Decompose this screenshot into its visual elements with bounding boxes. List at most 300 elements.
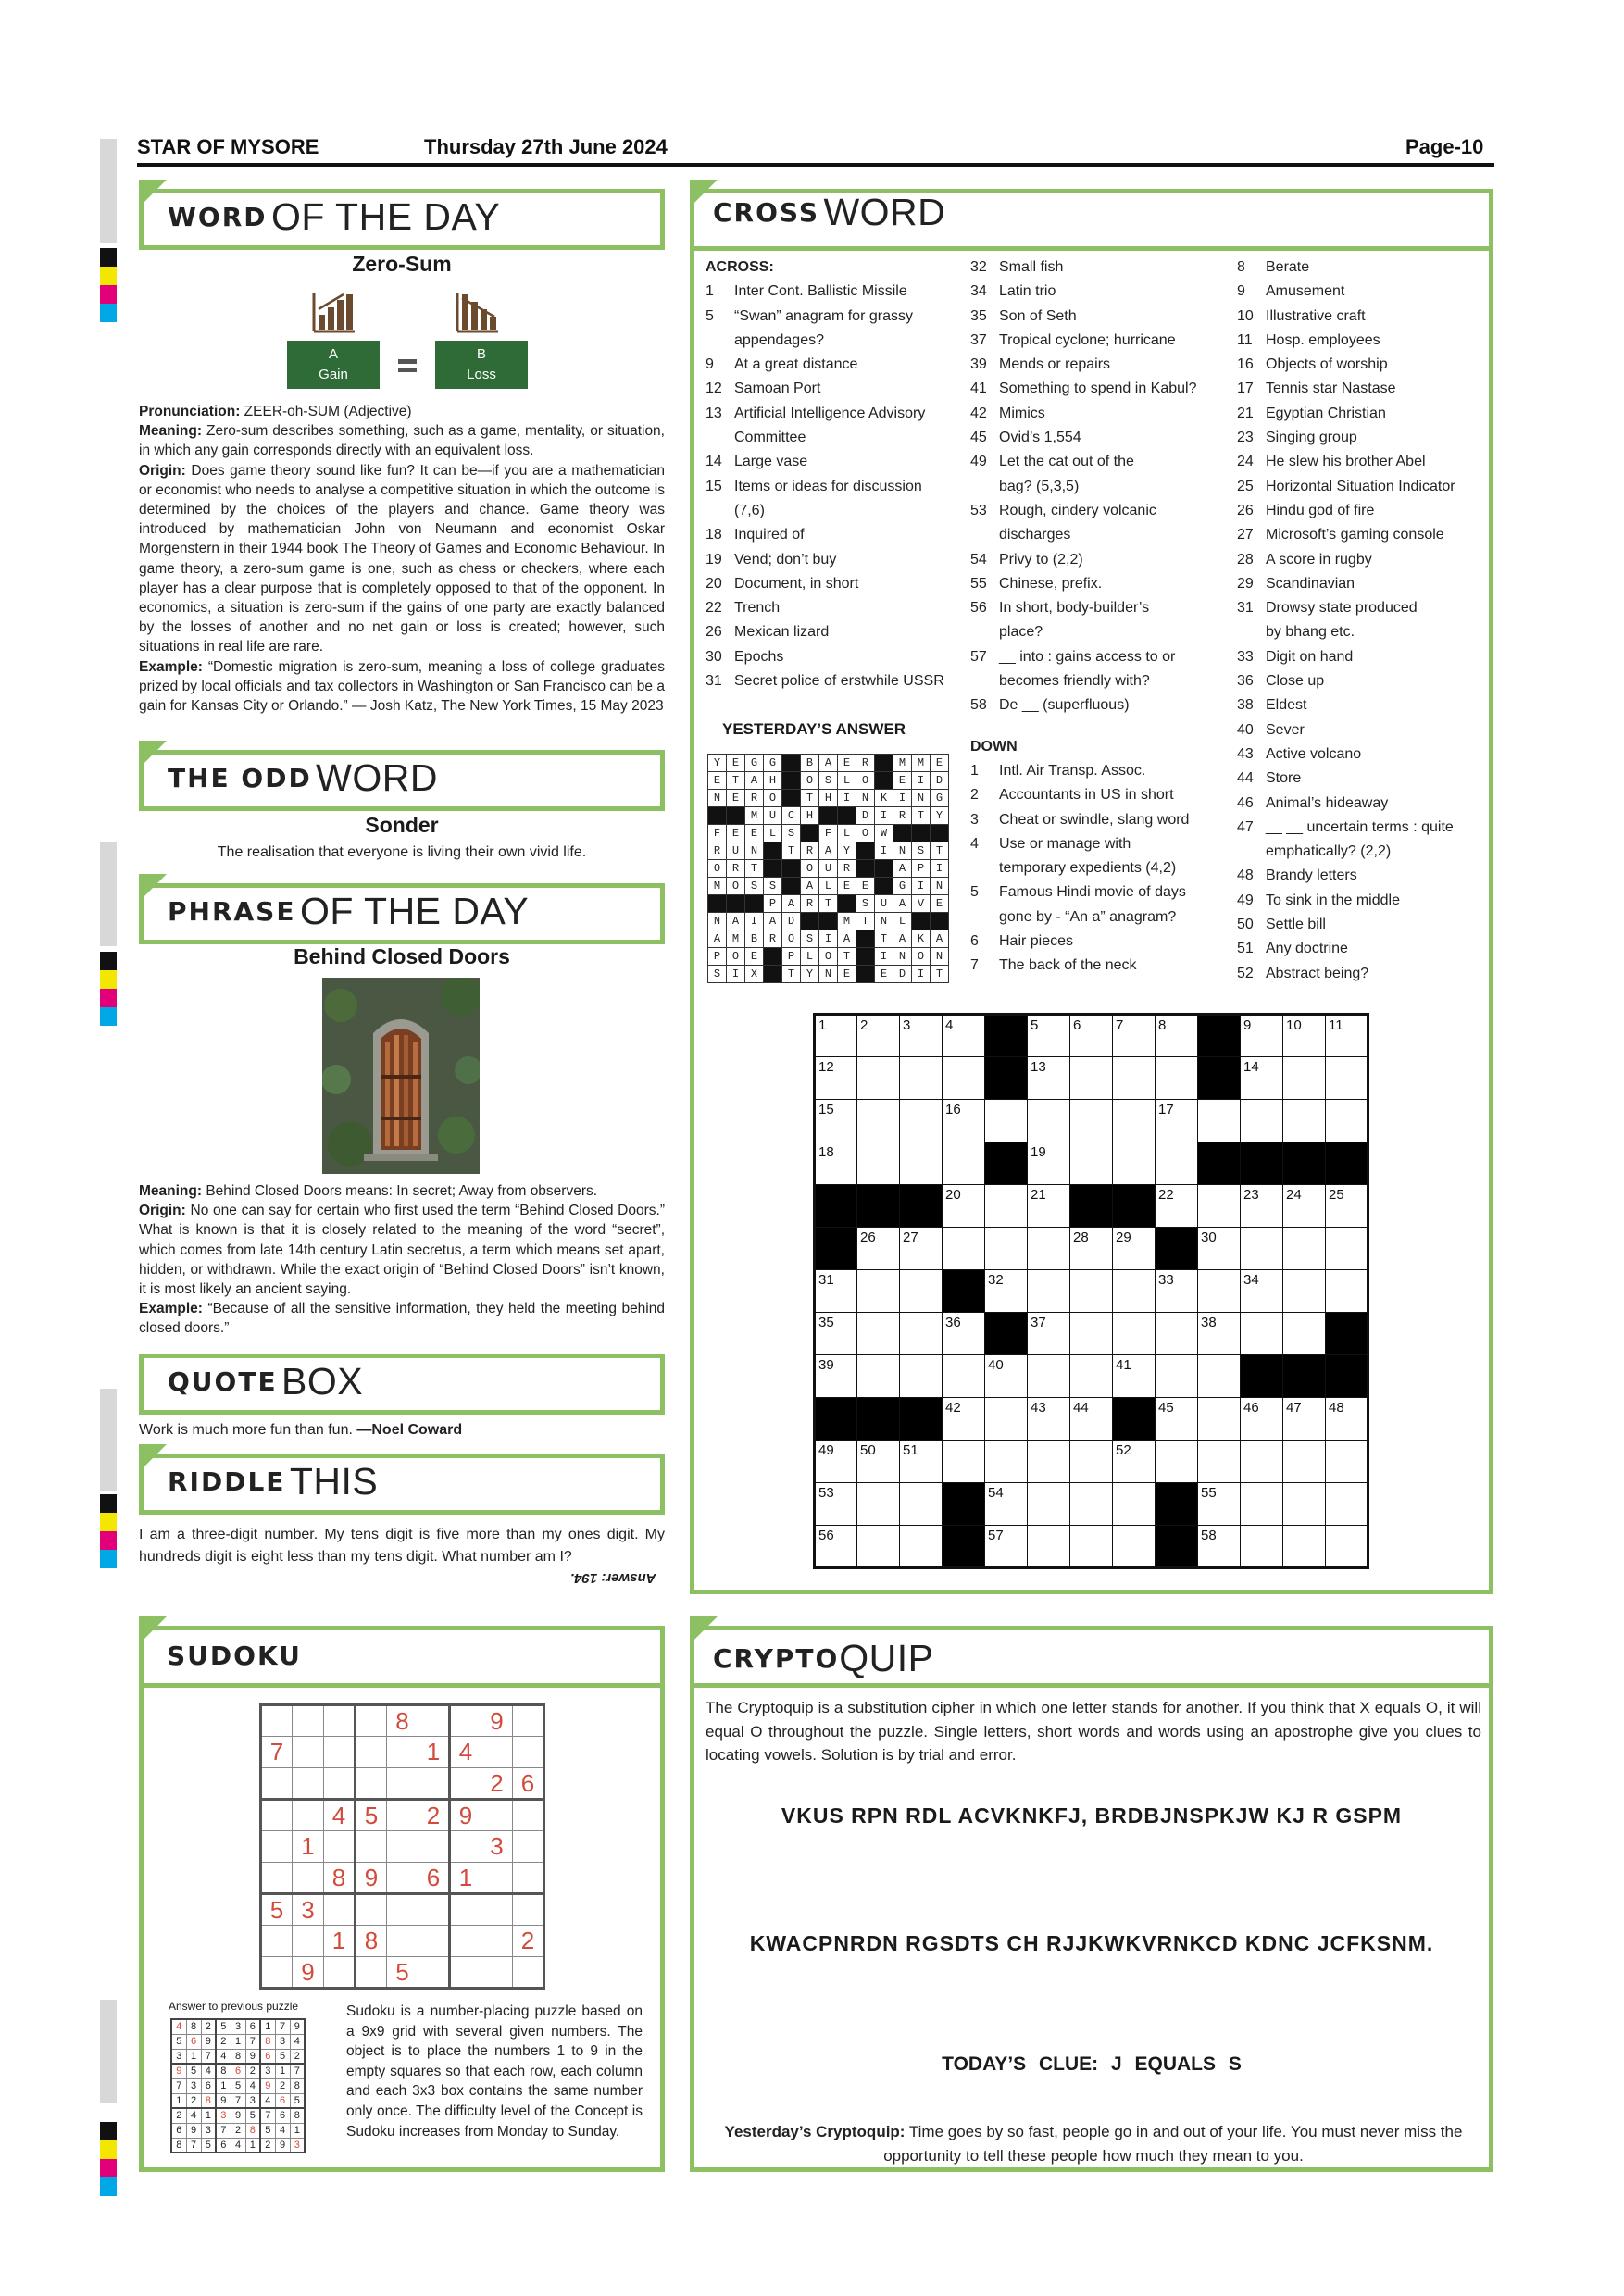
crossword-cell[interactable]: 17 [1156, 1100, 1198, 1142]
sudoku-cell[interactable] [387, 1863, 418, 1894]
crossword-cell[interactable]: 24 [1283, 1185, 1326, 1228]
sudoku-cell[interactable] [418, 1705, 450, 1737]
sudoku-cell[interactable]: 6 [513, 1768, 544, 1800]
sudoku-cell[interactable] [418, 1768, 450, 1800]
crossword-cell[interactable]: 56 [815, 1526, 857, 1568]
crossword-cell[interactable] [1241, 1313, 1283, 1355]
crossword-cell[interactable] [900, 1483, 943, 1526]
crossword-cell[interactable]: 28 [1070, 1228, 1113, 1270]
crossword-cell[interactable] [900, 1057, 943, 1100]
sudoku-cell[interactable] [261, 1768, 293, 1800]
crossword-cell[interactable] [1028, 1100, 1070, 1142]
answer-cell: E [708, 772, 727, 790]
crossword-cell[interactable]: 29 [1113, 1228, 1156, 1270]
sudoku-cell[interactable] [387, 1768, 418, 1800]
sudoku-cell[interactable]: 1 [293, 1831, 324, 1863]
sudoku-cell[interactable]: 9 [450, 1800, 481, 1831]
answer-cell: T [745, 860, 764, 878]
crossword-cell[interactable] [857, 1142, 900, 1185]
crossword-cell[interactable]: 25 [1326, 1185, 1368, 1228]
black-cell [1241, 1142, 1283, 1185]
crossword-cell[interactable] [1198, 1355, 1241, 1398]
clue-text: Any doctrine [1266, 941, 1348, 957]
prev-sudoku-cell: 7 [171, 2078, 186, 2093]
crossword-cell[interactable] [1326, 1228, 1368, 1270]
crossword-cell[interactable] [1028, 1526, 1070, 1568]
crossword-cell[interactable]: 41 [1113, 1355, 1156, 1398]
crossword-cell[interactable]: 36 [943, 1313, 985, 1355]
crossword-cell[interactable]: 32 [985, 1270, 1028, 1313]
sudoku-cell[interactable]: 5 [356, 1800, 387, 1831]
sudoku-cell[interactable] [356, 1768, 387, 1800]
sudoku-cell[interactable] [387, 1737, 418, 1768]
sudoku-cell[interactable] [261, 1926, 293, 1957]
cryptoquip-title: CRYPTOQUIP [713, 1637, 934, 1679]
clue-number [970, 620, 999, 644]
crossword-cell[interactable]: 12 [815, 1057, 857, 1100]
crossword-cell[interactable] [1283, 1100, 1326, 1142]
answer-cell: R [856, 755, 875, 772]
sudoku-cell[interactable]: 7 [261, 1737, 293, 1768]
down-clues-col3 [1237, 256, 1492, 986]
prev-sudoku-cell: 4 [216, 2049, 231, 2064]
crossword-cell[interactable] [1070, 1483, 1113, 1526]
crossword-cell[interactable] [1283, 1270, 1326, 1313]
crossword-cell[interactable]: 42 [943, 1398, 985, 1441]
crossword-cell[interactable] [1070, 1142, 1113, 1185]
crossword-cell[interactable]: 33 [1156, 1270, 1198, 1313]
sudoku-cell[interactable] [481, 1737, 513, 1768]
sudoku-cell[interactable] [513, 1705, 544, 1737]
sudoku-cell[interactable] [418, 1894, 450, 1926]
answer-cell: O [764, 790, 782, 807]
crossword-cell[interactable] [1070, 1526, 1113, 1568]
crossword-cell[interactable] [943, 1441, 985, 1483]
sudoku-cell[interactable] [387, 1831, 418, 1863]
across-clue [706, 669, 946, 693]
crossword-cell[interactable]: 35 [815, 1313, 857, 1355]
crossword-cell[interactable] [1326, 1441, 1368, 1483]
crossword-cell[interactable] [1070, 1441, 1113, 1483]
sudoku-cell[interactable] [481, 1800, 513, 1831]
sudoku-cell[interactable] [324, 1894, 356, 1926]
crossword-cell[interactable]: 3 [900, 1015, 943, 1057]
crossword-cell[interactable]: 58 [1198, 1526, 1241, 1568]
crossword-cell[interactable] [1326, 1270, 1368, 1313]
crossword-cell[interactable] [1028, 1441, 1070, 1483]
clue-number: 55 [970, 575, 987, 592]
sudoku-cell[interactable] [261, 1800, 293, 1831]
crossword-cell[interactable]: 50 [857, 1441, 900, 1483]
sudoku-grid[interactable] [259, 1703, 545, 1990]
sudoku-cell[interactable]: 1 [450, 1863, 481, 1894]
crossword-cell[interactable] [1113, 1270, 1156, 1313]
down-clue [970, 759, 1220, 783]
crossword-cell[interactable] [943, 1355, 985, 1398]
sudoku-cell[interactable] [387, 1926, 418, 1957]
clue-text: Singing group [1266, 430, 1357, 446]
crossword-cell[interactable]: 9 [1241, 1015, 1283, 1057]
page-number: Page-10 [1405, 135, 1484, 158]
crossword-cell[interactable] [900, 1526, 943, 1568]
sudoku-cell[interactable] [261, 1957, 293, 1989]
crossword-cell[interactable] [1028, 1483, 1070, 1526]
sudoku-cell[interactable]: 9 [481, 1705, 513, 1737]
sudoku-cell[interactable] [513, 1737, 544, 1768]
crossword-cell[interactable] [1198, 1185, 1241, 1228]
sudoku-cell[interactable] [513, 1894, 544, 1926]
sudoku-cell[interactable] [513, 1831, 544, 1863]
crossword-cell[interactable] [900, 1355, 943, 1398]
crossword-cell[interactable] [1028, 1355, 1070, 1398]
clue-number: 12 [706, 381, 722, 397]
answer-cell: S [801, 930, 819, 948]
answer-cell: E [727, 790, 745, 807]
crossword-cell[interactable]: 14 [1241, 1057, 1283, 1100]
crossword-cell[interactable] [1241, 1228, 1283, 1270]
sudoku-cell[interactable] [481, 1926, 513, 1957]
crossword-cell[interactable] [1283, 1313, 1326, 1355]
swatch-yellow [100, 267, 117, 285]
sudoku-cell[interactable]: 8 [324, 1863, 356, 1894]
crossword-cell[interactable] [1070, 1270, 1113, 1313]
crossword-cell[interactable]: 1 [815, 1015, 857, 1057]
prev-sudoku-cell: 1 [290, 2123, 305, 2138]
crossword-cell[interactable] [1326, 1100, 1368, 1142]
answer-cell: R [838, 860, 856, 878]
crossword-cell[interactable] [943, 1057, 985, 1100]
crossword-cell[interactable]: 57 [985, 1526, 1028, 1568]
sudoku-corner [139, 1616, 167, 1644]
crossword-cell[interactable] [1283, 1057, 1326, 1100]
crossword-cell[interactable] [1283, 1441, 1326, 1483]
crossword-cell[interactable] [1156, 1355, 1198, 1398]
crossword-cell[interactable]: 46 [1241, 1398, 1283, 1441]
crossword-cell[interactable]: 13 [1028, 1057, 1070, 1100]
sudoku-cell[interactable]: 9 [293, 1957, 324, 1989]
crossword-cell[interactable] [1113, 1057, 1156, 1100]
sudoku-cell[interactable]: 9 [356, 1863, 387, 1894]
clue-text: Animal’s hideaway [1266, 794, 1389, 811]
sudoku-cell[interactable]: 4 [324, 1800, 356, 1831]
crossword-cell[interactable]: 34 [1241, 1270, 1283, 1313]
prev-sudoku-cell: 9 [290, 2019, 305, 2034]
swatch-yellow [100, 1513, 117, 1531]
crossword-cell[interactable]: 16 [943, 1100, 985, 1142]
crossword-cell[interactable] [1028, 1270, 1070, 1313]
prev-sudoku-cell: 3 [290, 2138, 305, 2152]
sudoku-cell[interactable]: 2 [418, 1800, 450, 1831]
crossword-cell[interactable] [1156, 1313, 1198, 1355]
black-cell [943, 1483, 985, 1526]
clue-text: Let the cat out of the [999, 454, 1134, 470]
sudoku-cell[interactable] [513, 1800, 544, 1831]
sudoku-cell[interactable] [356, 1705, 387, 1737]
crossword-cell[interactable] [857, 1270, 900, 1313]
clue-number: 7 [970, 957, 979, 974]
answer-cell: Y [838, 842, 856, 860]
clue-number: 40 [1237, 721, 1254, 738]
sudoku-cell[interactable] [261, 1831, 293, 1863]
sudoku-cell[interactable]: 8 [387, 1705, 418, 1737]
loss-box: B Loss [435, 341, 528, 389]
sudoku-cell[interactable] [450, 1768, 481, 1800]
clue-number: 46 [1237, 794, 1254, 811]
crossword-cell[interactable] [1070, 1313, 1113, 1355]
crossword-cell[interactable] [1241, 1441, 1283, 1483]
black-cell [782, 772, 801, 790]
crossword-cell[interactable]: 27 [900, 1228, 943, 1270]
crossword-cell[interactable]: 30 [1198, 1228, 1241, 1270]
across-clue [970, 475, 1220, 499]
sudoku-cell[interactable] [356, 1957, 387, 1989]
answer-cell: O [727, 948, 745, 966]
crossword-cell[interactable] [1070, 1355, 1113, 1398]
crossword-cell[interactable]: 20 [943, 1185, 985, 1228]
crossword-cell[interactable]: 8 [1156, 1015, 1198, 1057]
sudoku-cell[interactable] [387, 1894, 418, 1926]
sudoku-cell[interactable]: 2 [481, 1768, 513, 1800]
sudoku-cell[interactable] [450, 1957, 481, 1989]
crossword-cell[interactable]: 7 [1113, 1015, 1156, 1057]
crossword-cell[interactable] [900, 1270, 943, 1313]
down-clue [1237, 450, 1492, 474]
crossword-cell[interactable] [1070, 1100, 1113, 1142]
clue-text: Samoan Port [734, 381, 821, 397]
sudoku-cell[interactable]: 4 [450, 1737, 481, 1768]
crossword-cell[interactable] [857, 1100, 900, 1142]
sudoku-cell[interactable] [356, 1894, 387, 1926]
clue-text: Eldest [1266, 697, 1307, 714]
crossword-cell[interactable]: 23 [1241, 1185, 1283, 1228]
black-cell [900, 1398, 943, 1441]
crossword-cell[interactable] [985, 1441, 1028, 1483]
clue-number: 52 [1237, 965, 1254, 981]
sudoku-cell[interactable] [450, 1894, 481, 1926]
crossword-cell[interactable] [1156, 1057, 1198, 1100]
crossword-cell[interactable]: 37 [1028, 1313, 1070, 1355]
crossword-cell[interactable]: 44 [1070, 1398, 1113, 1441]
crossword-cell[interactable] [1198, 1270, 1241, 1313]
black-cell [1326, 1142, 1368, 1185]
crossword-cell[interactable] [1113, 1483, 1156, 1526]
across-clue [970, 280, 1220, 304]
sudoku-cell[interactable] [293, 1737, 324, 1768]
sudoku-cell[interactable] [481, 1863, 513, 1894]
black-cell [985, 1057, 1028, 1100]
crossword-cell[interactable] [1326, 1057, 1368, 1100]
crossword-cell[interactable] [1241, 1100, 1283, 1142]
crossword-cell[interactable] [1283, 1483, 1326, 1526]
crossword-cell[interactable] [1283, 1228, 1326, 1270]
sudoku-cell[interactable] [450, 1705, 481, 1737]
across-clue [970, 620, 1220, 644]
crossword-cell[interactable] [1241, 1526, 1283, 1568]
answer-cell: U [727, 842, 745, 860]
sudoku-cell[interactable] [356, 1831, 387, 1863]
crossword-cell[interactable]: 53 [815, 1483, 857, 1526]
answer-cell: I [727, 966, 745, 983]
sudoku-cell[interactable] [513, 1957, 544, 1989]
crossword-cell[interactable] [943, 1142, 985, 1185]
crossword-cell[interactable]: 19 [1028, 1142, 1070, 1185]
clue-number: 3 [970, 811, 979, 828]
crossword-cell[interactable]: 47 [1283, 1398, 1326, 1441]
sudoku-cell[interactable]: 6 [418, 1863, 450, 1894]
sudoku-cell[interactable] [450, 1926, 481, 1957]
clue-text: Committee [734, 430, 806, 446]
crossword-cell[interactable]: 2 [857, 1015, 900, 1057]
down-clue [1237, 353, 1492, 377]
sudoku-cell[interactable]: 1 [324, 1926, 356, 1957]
crossword-cell[interactable] [900, 1313, 943, 1355]
sudoku-cell[interactable] [324, 1957, 356, 1989]
crossword-grid[interactable] [813, 1013, 1369, 1569]
answer-cell: T [856, 913, 875, 930]
answer-cell: K [912, 930, 931, 948]
crossword-cell[interactable]: 6 [1070, 1015, 1113, 1057]
crossword-cell[interactable]: 48 [1326, 1398, 1368, 1441]
crossword-cell[interactable] [1113, 1526, 1156, 1568]
black-cell [782, 790, 801, 807]
sudoku-cell[interactable] [261, 1863, 293, 1894]
crossword-cell[interactable]: 21 [1028, 1185, 1070, 1228]
crossword-cell[interactable] [1070, 1057, 1113, 1100]
crossword-cell[interactable] [985, 1228, 1028, 1270]
crossword-cell[interactable] [857, 1313, 900, 1355]
clue-text: Store [1266, 770, 1302, 787]
sudoku-cell[interactable] [481, 1894, 513, 1926]
crossword-cell[interactable] [857, 1483, 900, 1526]
sudoku-cell[interactable] [324, 1737, 356, 1768]
sudoku-cell[interactable]: 8 [356, 1926, 387, 1957]
sudoku-cell[interactable]: 3 [481, 1831, 513, 1863]
crossword-cell[interactable]: 26 [857, 1228, 900, 1270]
clue-number: 27 [1237, 527, 1254, 543]
crossword-cell[interactable]: 22 [1156, 1185, 1198, 1228]
crossword-cell[interactable] [1198, 1441, 1241, 1483]
sudoku-cell[interactable] [261, 1705, 293, 1737]
crossword-cell[interactable] [1326, 1483, 1368, 1526]
clue-text: Epochs [734, 648, 784, 665]
sudoku-cell[interactable] [450, 1831, 481, 1863]
crossword-cell[interactable] [857, 1526, 900, 1568]
black-cell [1198, 1015, 1241, 1057]
clue-text: Something to spend in Kabul? [999, 381, 1197, 397]
crossword-cell[interactable] [985, 1398, 1028, 1441]
crossword-cell[interactable]: 15 [815, 1100, 857, 1142]
sudoku-cell[interactable]: 2 [513, 1926, 544, 1957]
answer-cell: G [745, 755, 764, 772]
answer-cell: T [931, 966, 949, 983]
crossword-cell[interactable] [857, 1057, 900, 1100]
crossword-cell[interactable] [1198, 1100, 1241, 1142]
answer-cell: O [819, 948, 838, 966]
answer-cell: A [819, 842, 838, 860]
crossword-cell[interactable]: 10 [1283, 1015, 1326, 1057]
crossword-cell[interactable] [1113, 1100, 1156, 1142]
crossword-cell[interactable] [985, 1100, 1028, 1142]
crossword-cell[interactable] [1113, 1142, 1156, 1185]
swatch-magenta [100, 2159, 117, 2177]
sudoku-cell[interactable] [481, 1957, 513, 1989]
sudoku-cell[interactable]: 5 [261, 1894, 293, 1926]
crossword-cell[interactable]: 43 [1028, 1398, 1070, 1441]
answer-cell: N [708, 790, 727, 807]
sudoku-cell[interactable] [418, 1831, 450, 1863]
crossword-cell[interactable] [857, 1355, 900, 1398]
sudoku-cell[interactable] [293, 1768, 324, 1800]
crossword-cell[interactable] [1283, 1526, 1326, 1568]
crossword-cell[interactable]: 4 [943, 1015, 985, 1057]
answer-cell: Y [708, 755, 727, 772]
crossword-cell[interactable] [1326, 1526, 1368, 1568]
crossword-cell[interactable] [1198, 1398, 1241, 1441]
sudoku-cell[interactable]: 5 [387, 1957, 418, 1989]
answer-cell: O [727, 878, 745, 895]
answer-cell: A [838, 930, 856, 948]
sudoku-cell[interactable] [324, 1705, 356, 1737]
crossword-cell[interactable]: 45 [1156, 1398, 1198, 1441]
crossword-cell[interactable] [900, 1142, 943, 1185]
crossword-cell[interactable]: 11 [1326, 1015, 1368, 1057]
crossword-cell[interactable]: 40 [985, 1355, 1028, 1398]
sudoku-cell[interactable] [324, 1831, 356, 1863]
crossword-cell[interactable] [1113, 1313, 1156, 1355]
sudoku-cell[interactable] [293, 1863, 324, 1894]
crossword-cell[interactable]: 39 [815, 1355, 857, 1398]
crossword-cell[interactable]: 31 [815, 1270, 857, 1313]
clue-number: 17 [1237, 381, 1254, 397]
clue-number: 1 [970, 762, 979, 779]
crossword-cell[interactable]: 49 [815, 1441, 857, 1483]
crossword-cell[interactable]: 51 [900, 1441, 943, 1483]
clue-text: Intl. Air Transp. Assoc. [999, 762, 1146, 779]
crossword-cell[interactable] [1156, 1142, 1198, 1185]
down-clue [1237, 305, 1492, 329]
clue-text: Horizontal Situation Indicator [1266, 478, 1455, 494]
crossword-cell[interactable]: 18 [815, 1142, 857, 1185]
crossword-cell[interactable] [1028, 1228, 1070, 1270]
sudoku-cell[interactable] [293, 1800, 324, 1831]
crossword-cell[interactable]: 54 [985, 1483, 1028, 1526]
sudoku-title: SUDOKU [167, 1641, 302, 1671]
crossword-cell[interactable] [900, 1100, 943, 1142]
sudoku-cell[interactable] [324, 1768, 356, 1800]
crossword-cell[interactable]: 5 [1028, 1015, 1070, 1057]
crossword-cell[interactable] [985, 1185, 1028, 1228]
answer-cell: S [745, 878, 764, 895]
sudoku-cell[interactable] [418, 1957, 450, 1989]
swatch-cyan [100, 304, 117, 322]
sudoku-cell[interactable] [356, 1737, 387, 1768]
sudoku-cell[interactable] [293, 1926, 324, 1957]
sudoku-cell[interactable]: 1 [418, 1737, 450, 1768]
crossword-cell[interactable]: 52 [1113, 1441, 1156, 1483]
answer-cell: A [931, 930, 949, 948]
sudoku-cell[interactable]: 3 [293, 1894, 324, 1926]
sudoku-cell[interactable] [513, 1863, 544, 1894]
crossword-cell[interactable] [943, 1228, 985, 1270]
crossword-cell[interactable]: 38 [1198, 1313, 1241, 1355]
sudoku-cell[interactable] [387, 1800, 418, 1831]
crossword-cell[interactable]: 55 [1198, 1483, 1241, 1526]
sudoku-cell[interactable] [418, 1926, 450, 1957]
crossword-cell[interactable] [1156, 1441, 1198, 1483]
crossword-cell[interactable] [1241, 1483, 1283, 1526]
sudoku-cell[interactable] [293, 1705, 324, 1737]
black-cell [875, 755, 893, 772]
